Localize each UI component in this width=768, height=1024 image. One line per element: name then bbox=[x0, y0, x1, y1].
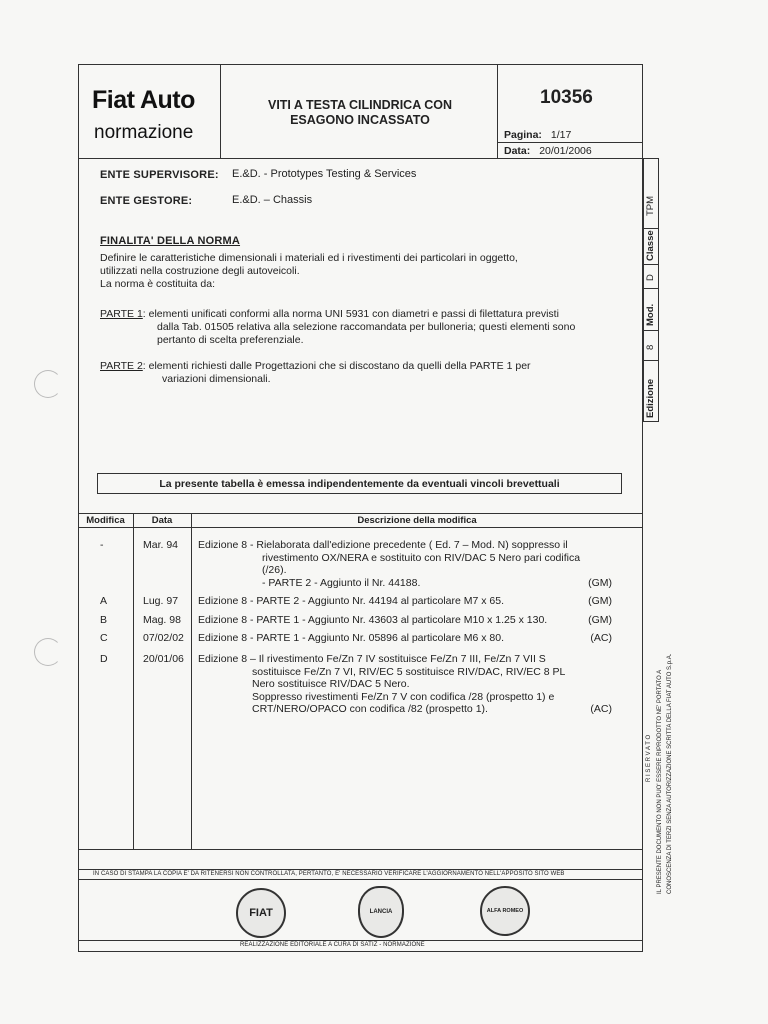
editorial-credit: REALIZZAZIONE EDITORIALE A CURA DI SATIZ - NORMAZIONE bbox=[240, 942, 425, 948]
patent-notice: La presente tabella è emessa indipendentemente da eventuali vincoli brevettuali bbox=[97, 473, 622, 494]
purpose-text: Definire le caratteristiche dimensionali i materiali ed i rivestimenti dei particolari in oggetto, utilizzati nella costruzione degli autoveicoli. La norma è costituita da: bbox=[100, 252, 518, 290]
table-row-mod: D bbox=[100, 653, 108, 665]
table-row-mod: C bbox=[100, 632, 108, 644]
table-row-date: 20/01/06 bbox=[143, 653, 184, 665]
table-row-mod: - bbox=[100, 539, 104, 551]
punch-hole-bottom bbox=[34, 638, 62, 666]
manager-label: ENTE GESTORE: bbox=[100, 195, 193, 207]
brand-logo: Fiat Auto bbox=[92, 86, 195, 114]
alfa-romeo-logo-icon: ALFA ROMEO bbox=[480, 886, 530, 936]
supervisor-label: ENTE SUPERVISORE: bbox=[100, 169, 219, 181]
table-row-description: Edizione 8 - Rielaborata dall'edizione precedente ( Ed. 7 – Mod. N) soppresso il rivestimento OX/NERA e sostituito con RIV/DAC 5 Nero pari codifica (/26). - PARTE 2 - Aggiunto il Nr. 44188. (GM) bbox=[198, 539, 612, 589]
edizione-label: Edizione bbox=[645, 378, 656, 418]
riservato-title: R I S E R V A T O bbox=[646, 734, 652, 782]
table-row-mod: A bbox=[100, 595, 108, 607]
part1-description: PARTE 1: elementi unificati conformi alla norma UNI 5931 con diametri e passi di filettatura previsti dalla Tab. 01505 relativa alla selezione raccomandata per bulloneria; questi elementi sono pertanto di scelta preferenziale. bbox=[100, 308, 576, 346]
table-row-description: Edizione 8 - PARTE 1 - Aggiunto Nr. 05896 al particolare M6 x 80. (AC) bbox=[198, 632, 612, 644]
table-row-date: 07/02/02 bbox=[143, 632, 184, 644]
table-row-description: Edizione 8 – Il rivestimento Fe/Zn 7 IV sostituisce Fe/Zn 7 III, Fe/Zn 7 VII S sostituisce Fe/Zn 7 VI, RIV/EC 5 sostituisce RIV/DAC, RIV/EC 8 PL Nero sostituisce RIV/DAC 5 Nero. Soppresso rivestimenti Fe/Zn 7 V con codifica /28 (prospetto 1) e CRT/NERO/OPACO con codifica /82 (prospetto 1). (AC) bbox=[198, 653, 612, 715]
document-number: 10356 bbox=[540, 87, 593, 108]
tpm-label: TPM bbox=[645, 195, 656, 216]
col-header-data: Data bbox=[151, 515, 173, 526]
riservato-line1: IL PRESENTE DOCUMENTO NON PUO' ESSERE RIPRODOTTO NE' PORTATO A bbox=[657, 669, 663, 894]
lancia-logo-icon: LANCIA bbox=[358, 886, 404, 938]
part2-description: PARTE 2: elementi richiesti dalle Progettazioni che si discostano da quelli della PARTE 1 per variazioni dimensionali. bbox=[100, 360, 531, 385]
mod-label: Mod. bbox=[645, 303, 656, 326]
table-row-date: Mag. 98 bbox=[143, 614, 181, 626]
purpose-heading: FINALITA' DELLA NORMA bbox=[100, 235, 241, 247]
date-info: Data: 20/01/2006 bbox=[504, 145, 592, 157]
table-row-description: Edizione 8 - PARTE 2 - Aggiunto Nr. 44194 al particolare M7 x 65. (GM) bbox=[198, 595, 612, 607]
classe-label: Classe bbox=[645, 230, 656, 261]
table-row-mod: B bbox=[100, 614, 108, 626]
classe-value: D bbox=[645, 274, 656, 281]
manager-value: E.&D. – Chassis bbox=[232, 194, 313, 206]
col-header-modifica: Modifica bbox=[86, 515, 125, 526]
page-info: Pagina: 1/17 bbox=[504, 129, 572, 141]
print-warning: IN CASO DI STAMPA LA COPIA E' DA RITENERSI NON CONTROLLATA, PERTANTO, E' NECESSARIO VERIFICARE L'AGGIORNAMENTO NELL'APPOSITO SITO WEB bbox=[93, 871, 565, 877]
brand-subtitle: normazione bbox=[94, 122, 194, 143]
document-title: VITI A TESTA CILINDRICA CON ESAGONO INCASSATO bbox=[267, 98, 453, 127]
table-row-description: Edizione 8 - PARTE 1 - Aggiunto Nr. 43603 al particolare M10 x 1.25 x 130. (GM) bbox=[198, 614, 612, 626]
punch-hole-top bbox=[34, 370, 62, 398]
col-header-descrizione: Descrizione della modifica bbox=[357, 515, 477, 526]
table-row-date: Mar. 94 bbox=[143, 539, 179, 551]
mod-value: 8 bbox=[645, 344, 656, 350]
riservato-line2: CONOSCENZA DI TERZI SENZA AUTORIZZAZIONE SCRITTA DELLA FIAT AUTO S.p.A. bbox=[667, 653, 673, 894]
fiat-logo-icon: FIAT bbox=[236, 888, 286, 938]
table-row-date: Lug. 97 bbox=[143, 595, 179, 607]
supervisor-value: E.&D. - Prototypes Testing & Services bbox=[232, 168, 417, 180]
